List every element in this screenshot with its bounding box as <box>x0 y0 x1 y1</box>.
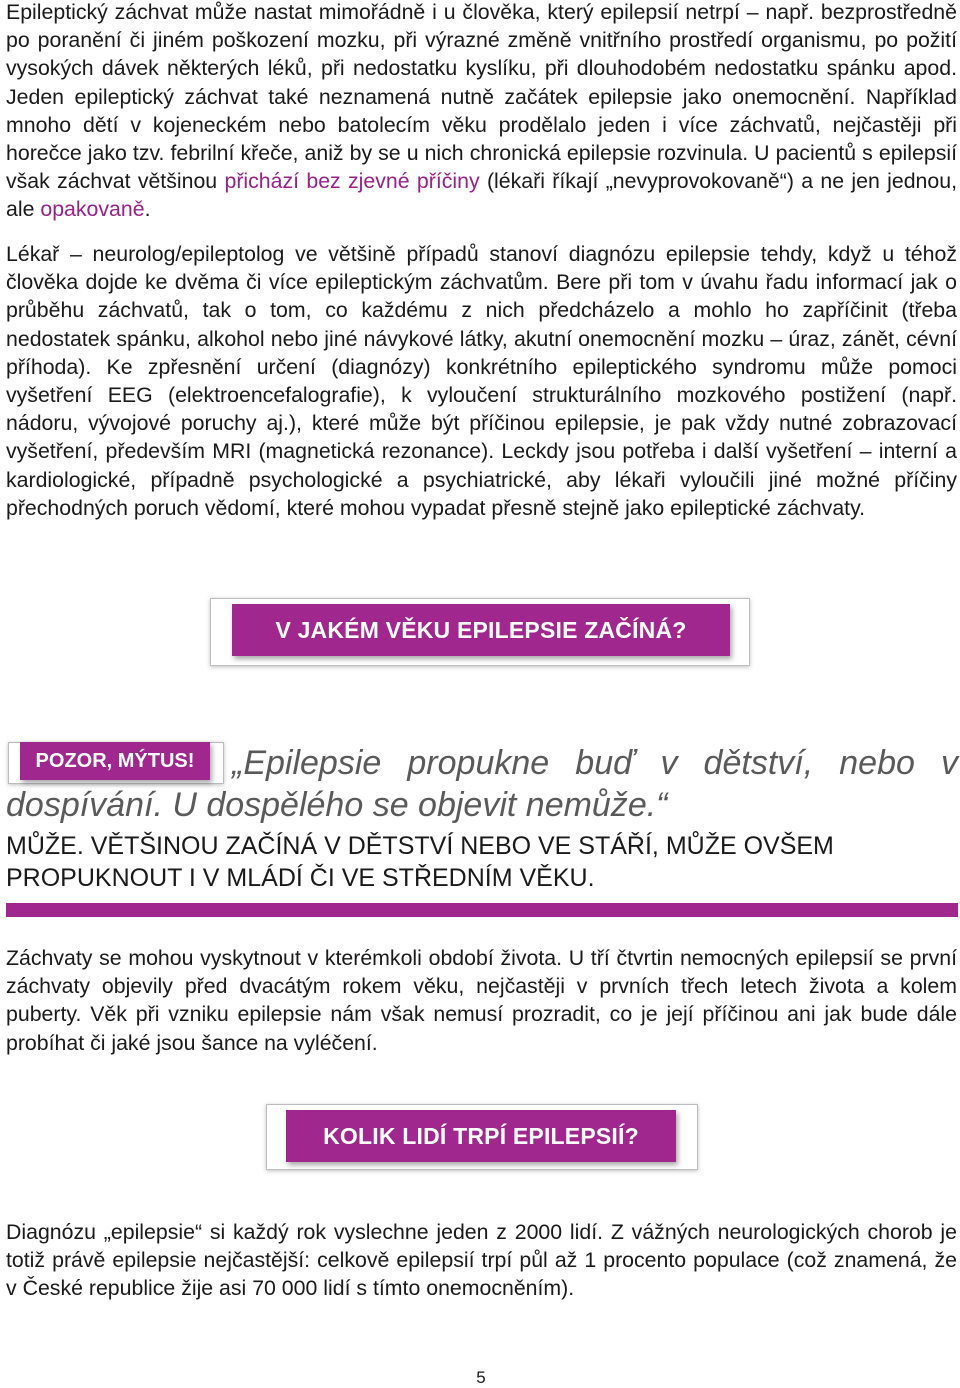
page-number: 5 <box>476 1368 486 1387</box>
intro-text: Epileptický záchvat může nastat mimořádně i u člověka, který epilepsií netrpí – např. bezprostředně po poranění či jiném poškození mozku, při výrazné změně vnitřního prostředí organismu, po požití vysokých dávek některých léků, při nedostatku kyslíku, při dlouhodobém nedostatku spánku apod. Jeden epileptický záchvat také neznamená nutně začátek epilepsie jako onemocnění. Například mnoho dětí v kojeneckém nebo batolecím věku prodělalo jeden i více záchvatů, nejčastěji při horečce jako tzv. febrilní křeče, aniž by se u nich chronická epilepsie rozvinula. U pacientů s epilepsií však záchvat většinou <box>6 0 957 194</box>
intro-text-end: . <box>144 197 151 222</box>
highlight-repeatedly: opakovaně <box>40 197 145 222</box>
age-paragraph: Záchvaty se mohou vyskytnout v kterémkoli období života. U tří čtvrtin nemocných epilepsií se první záchvaty objevily před dvacátým rokem věku, nejčastěji v prvních třech letech života a kolem puberty. Věk při vzniku epilepsie nám však nemusí prozradit, co je její příčinou ani jak bude dále probíhat či jaké jsou šance na vyléčení. <box>6 946 957 1055</box>
prevalence-heading: KOLIK LIDÍ TRPÍ EPILEPSIÍ? <box>286 1110 676 1162</box>
intro-text-2: (lékaři říkají „nevyprovokovaně“) a ne jen jednou, ale <box>6 169 958 222</box>
diagnosis-paragraph: Lékař – neurolog/epileptolog ve většině případů stanoví diagnózu epilepsie tehdy, když u téhož člověka dojde ke dvěma či více epileptickým záchvatům. Bere při tom v úvahu řadu informací jak o průběhu záchvatů, tak o tom, co každému z nich předcházelo a mohlo ho zapříčinit (třeba nedostatek spánku, alkohol nebo jiné návykové látky, akutní onemocnění mozku – úraz, zánět, cévní příhoda). Ke zpřesnění určení (diagnózy) konkrétního epileptického syndromu může pomoci vyšetření EEG (elektroencefalografie), k vyloučení strukturálního mozkového postižení (např. nádoru, vývojové poruchy aj.), které může být příčinou epilepsie, je pak vždy nutné zobrazovací vyšetření, především MRI (magnetická rezonance). Leckdy jsou potřeba i další vyšetření – interní a kardiologické, případně psychologické a psychiatrické, aby lékaři vyloučili jiné možné příčiny přechodných poruch vědomí, které mohou vypadat přesně stejně jako epileptické záchvaty. <box>6 242 957 520</box>
myth-divider <box>6 903 958 917</box>
myth-badge: POZOR, MÝTUS! <box>20 742 210 780</box>
myth-quote: „Epilepsie propukne buď v dětství, nebo v dospívání. U dospělého se objevit nemůže.“ <box>6 744 958 824</box>
myth-answer: MŮŽE. VĚTŠINOU ZAČÍNÁ V DĚTSTVÍ NEBO VE STÁŘÍ, MŮŽE OVŠEM PROPUKNOUT I V MLÁDÍ ČI VE STŘEDNÍM VĚKU. <box>6 832 834 892</box>
intro-paragraph <box>6 0 957 224</box>
highlight-no-cause: přichází bez zjevné příčiny <box>224 169 480 194</box>
prevalence-paragraph: Diagnózu „epilepsie“ si každý rok vyslechne jeden z 2000 lidí. Z vážných neurologických chorob je totiž právě epilepsie nejčastější: celkově epilepsií trpí půl až 1 procento populace (což znamená, že v České republice žije asi 70 000 lidí s tímto onemocněním). <box>6 1220 957 1301</box>
age-heading: V JAKÉM VĚKU EPILEPSIE ZAČÍNÁ? <box>232 604 730 656</box>
